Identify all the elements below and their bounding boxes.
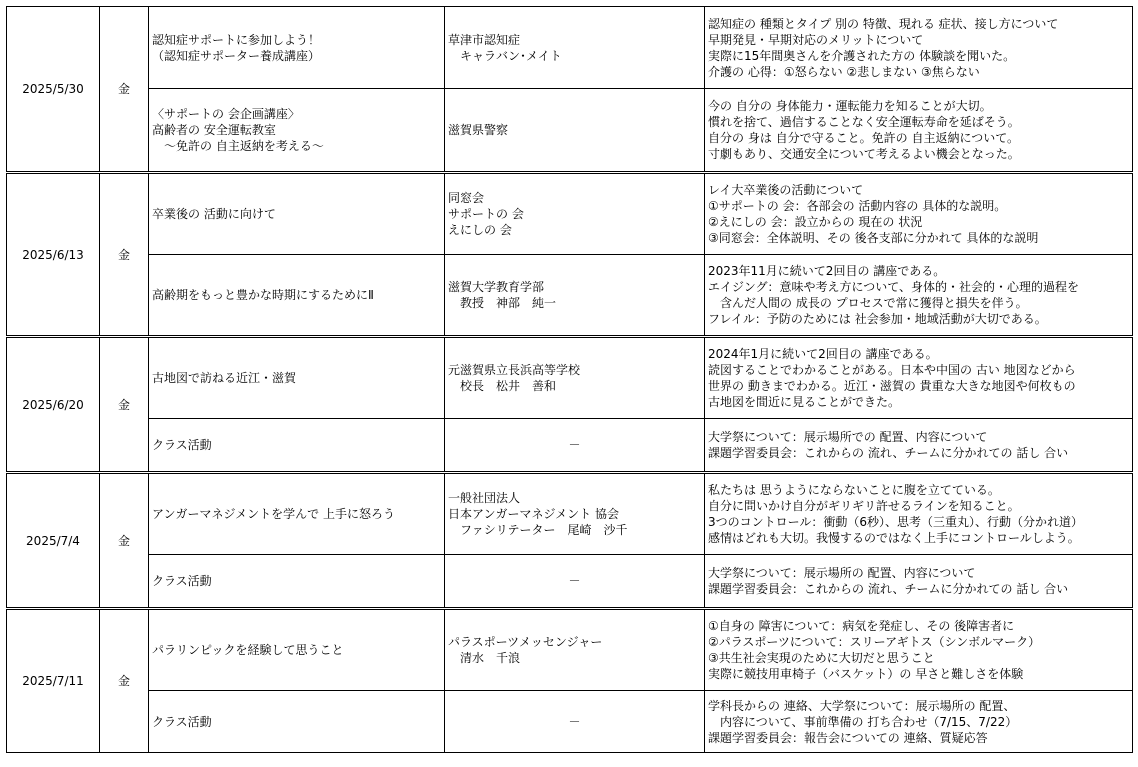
table-row [7, 173, 1133, 255]
lecturer-cell: 滋賀大学教育学部 教授 神部 純一 [445, 255, 705, 337]
session-notes: 2024年1月に続いて2回目の 講座である。 読図することでわかることがある。日本や中国の 古い 地図などから 世界の 動きまでわかる。近江・滋賀の 貴重な大きな地図や何枚もの 古地図を間近に見ることができた。 [705, 337, 1133, 419]
schedule-table [6, 6, 1133, 753]
table-row [7, 691, 1133, 753]
date-cell: 2025/6/20 [7, 337, 100, 473]
table-row [7, 89, 1133, 173]
date-cell: 2025/5/30 [7, 7, 100, 173]
session-title: 認知症サポートに参加しよう！ （認知症サポーター養成講座） [149, 7, 445, 89]
session-title: 古地図で訪ねる近江・滋賀 [149, 337, 445, 419]
session-notes: ①自身の 障害について：病気を発症し、その 後障害者に ②パラスポーツについて：スリーアギトス（シンボルマーク） ③共生社会実現のために大切だと思うこと 実際に競技用車椅子（バスケット）の 早さと難しさを体験 [705, 609, 1133, 691]
weekday-cell: 金 [100, 337, 149, 473]
table-row [7, 7, 1133, 89]
session-notes: 大学祭について：展示場所での 配置、内容について 課題学習委員会：これからの 流れ、チームに分かれての 話し 合い [705, 419, 1133, 473]
date-cell: 2025/7/11 [7, 609, 100, 753]
weekday-cell: 金 [100, 173, 149, 337]
schedule-sheet [6, 6, 1132, 763]
session-notes: 大学祭について：展示場所の 配置、内容について 課題学習委員会：これからの 流れ、チームに分かれての 話し 合い [705, 555, 1133, 609]
date-cell: 2025/6/13 [7, 173, 100, 337]
session-notes: 認知症の 種類とタイプ 別の 特徴、現れる 症状、接し方について 早期発見・早期対応のメリットについて 実際に15年間奥さんを介護された方の 体験談を聞いた。 介護の 心得：①怒らない ②悲しまない ③焦らない [705, 7, 1133, 89]
session-notes: 2023年11月に続いて2回目の 講座である。 エイジング：意味や考え方について、身体的・社会的・心理的過程を 含んだ人間の 成長の プロセスで常に獲得と損失を伴う。 フレイル：予防のためには 社会参加・地域活動が大切である。 [705, 255, 1133, 337]
session-title: 高齢期をもっと豊かな時期にするためにⅡ [149, 255, 445, 337]
weekday-cell: 金 [100, 7, 149, 173]
session-notes: レイ大卒業後の活動について ①サポートの 会：各部会の 活動内容の 具体的な説明。 ②えにしの 会：設立からの 現在の 状況 ③同窓会：全体説明、その 後各支部に分かれて 具体的な説明 [705, 173, 1133, 255]
lecturer-cell: 一般社団法人 日本アンガーマネジメント 協会 ファシリテーター 尾崎 沙千 [445, 473, 705, 555]
session-title: 卒業後の 活動に向けて [149, 173, 445, 255]
lecturer-cell: － [445, 691, 705, 753]
schedule-body [7, 7, 1133, 753]
weekday-cell: 金 [100, 609, 149, 753]
lecturer-cell: パラスポーツメッセンジャー 清水 千浪 [445, 609, 705, 691]
lecturer-cell: 滋賀県警察 [445, 89, 705, 173]
lecturer-cell: － [445, 419, 705, 473]
lecturer-cell: － [445, 555, 705, 609]
session-title: クラス活動 [149, 419, 445, 473]
lecturer-cell: 草津市認知症 キャラバン･メイト [445, 7, 705, 89]
session-title: クラス活動 [149, 555, 445, 609]
session-title: 〈サポートの 会企画講座〉 高齢者の 安全運転教室 ～免許の 自主返納を考える～ [149, 89, 445, 173]
table-row [7, 419, 1133, 473]
date-cell: 2025/7/4 [7, 473, 100, 609]
table-row [7, 609, 1133, 691]
table-row [7, 255, 1133, 337]
session-title: クラス活動 [149, 691, 445, 753]
table-row [7, 473, 1133, 555]
lecturer-cell: 元滋賀県立長浜高等学校 校長 松井 善和 [445, 337, 705, 419]
weekday-cell: 金 [100, 473, 149, 609]
table-row [7, 555, 1133, 609]
lecturer-cell: 同窓会 サポートの 会 えにしの 会 [445, 173, 705, 255]
session-title: パラリンピックを経験して思うこと [149, 609, 445, 691]
session-notes: 私たちは 思うようにならないことに腹を立てている。 自分に問いかけ自分がギリギリ許せるラインを知ること。 3つのコントロール：衝動（6秒）、思考（三重丸）、行動（分かれ道） 感情はどれも大切。我慢するのではなく上手にコントロールしよう。 [705, 473, 1133, 555]
table-row [7, 337, 1133, 419]
session-title: アンガーマネジメントを学んで 上手に怒ろう [149, 473, 445, 555]
session-notes: 学科長からの 連絡、大学祭について：展示場所の 配置、 内容について、事前準備の 打ち合わせ（7/15、7/22） 課題学習委員会：報告会についての 連絡、質疑応答 [705, 691, 1133, 753]
session-notes: 今の 自分の 身体能力・運転能力を知ることが大切。 慣れを捨て、過信することなく安全運転寿命を延ばそう。 自分の 身は 自分で守ること。免許の 自主返納について。 寸劇もあり、交通安全について考えるよい機会となった。 [705, 89, 1133, 173]
